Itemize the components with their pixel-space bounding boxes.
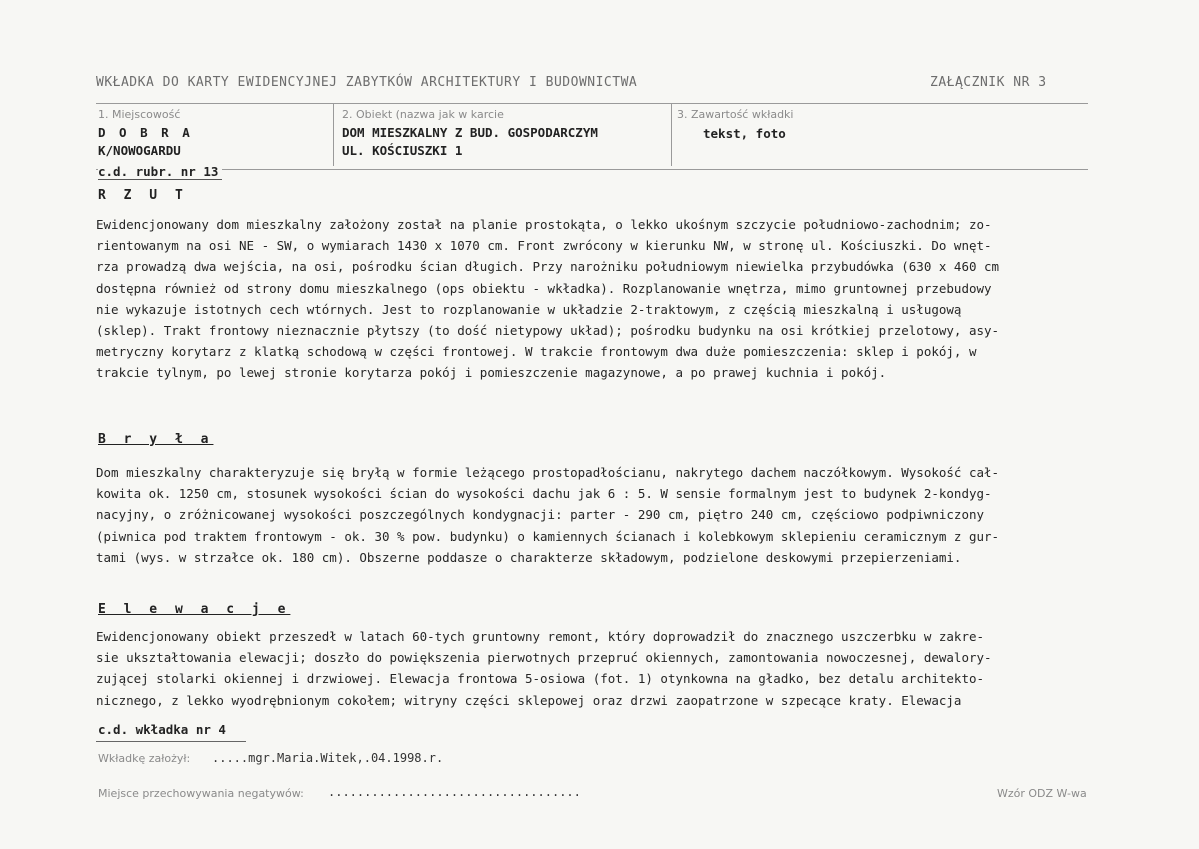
text-line: Ewidencjonowany obiekt przeszedł w latach 60-tych gruntowny remont, który doprowadził do znacznego uszczerbku w zakre-: [96, 629, 985, 644]
fields-rule: [96, 169, 1088, 170]
text-line: (sklep). Trakt frontowy nieznacznie płytszy (to dość nietypowy układ); pośrodku budynku na osi krótkiej przelotowy, asy-: [96, 322, 1000, 338]
header-rule: [96, 103, 1088, 104]
text-line: tami (wys. w strzałce ok. 180 cm). Obszerne poddasze o charakterze składowym, podzielone deskowymi przepierzeniami.: [96, 549, 962, 565]
content-label: 3. Zawartość wkładki: [677, 108, 794, 121]
column-divider: [333, 104, 334, 166]
place-subname: K/NOWOGARDU: [98, 143, 181, 158]
object-name: DOM MIESZKALNY Z BUD. GOSPODARCZYM: [342, 125, 598, 140]
negatives-label: Miejsce przechowywania negatywów:: [98, 787, 304, 800]
annex-number: ZAŁĄCZNIK NR 3: [930, 75, 1047, 90]
object-address: UL. KOŚCIUSZKI 1: [342, 143, 463, 158]
text-line: zującej stolarki okiennej i drzwiowej. Elewacja frontowa 5-osiowa (fot. 1) otynkowna na gładko, bez detalu architekto-: [96, 671, 985, 687]
section-rzut-title: R Z U T: [98, 188, 188, 203]
form-title: WKŁADKA DO KARTY EWIDENCYJNEJ ZABYTKÓW ARCHITEKTURY I BUDOWNICTWA: [96, 75, 638, 90]
section-elewacje-title: E l e w a c j e: [98, 602, 291, 617]
section-bryla-text: [96, 462, 1116, 568]
text-line: rientowanym na osi NE - SW, o wymiarach 1430 x 1070 cm. Front zwrócony w kierunku NW, w stronę ul. Kościuszki. Do wnęt-: [96, 238, 992, 254]
author-value: .....mgr.Maria.Witek,.04.1998.r.: [212, 751, 444, 765]
text-line: Dom mieszkalny charakteryzuje się bryłą w formie leżącego prostopadłościanu, nakrytego dachem naczółkowym. Wysokość cał-: [96, 465, 1000, 480]
content-value: tekst, foto: [703, 126, 786, 141]
text-line: nicznego, z lekko wyodrębnionym cokołem; witryny części sklepowej oraz drzwi zaopatrzone w szpecące kraty. Elewacja: [96, 692, 962, 708]
text-line: metryczny korytarz z klatką schodową w części frontowej. W trakcie frontowym dwa duże pomieszczenia: sklep i pokój, w: [96, 344, 977, 360]
place-name: D O B R A: [98, 125, 193, 140]
column-divider: [671, 104, 672, 166]
negatives-value: ...................................: [328, 785, 581, 799]
section-rzut-text: [96, 214, 1116, 384]
text-line: nie wykazuje istotnych cech wtórnych. Jest to rozplanowanie w układzie 2-traktowym, z częścią mieszkalną i usługową: [96, 301, 962, 317]
text-line: Ewidencjonowany dom mieszkalny założony został na planie prostokąta, o lekko ukośnym szczycie południowo-zachodnim; zo-: [96, 217, 992, 232]
text-line: kowita ok. 1250 cm, stosunek wysokości ścian do wysokości dachu jak 6 : 5. W sensie formalnym jest to budynek 2-kondyg-: [96, 486, 992, 502]
form-code: Wzór ODZ W-wa: [997, 787, 1087, 800]
text-line: trakcie tylnym, po lewej stronie korytarza pokój i pomieszczenie magazynowe, a po prawej kuchnia i pokój.: [96, 365, 887, 381]
author-label: Wkładkę założył:: [98, 752, 191, 765]
text-line: (piwnica pod traktem frontowym - ok. 30 % pow. budynku) o kamiennych ścianach i kolebkowym sklepieniu ceramicznym z gur-: [96, 528, 1000, 544]
place-label: 1. Miejscowość: [98, 108, 181, 121]
continued-to: c.d. wkładka nr 4: [98, 722, 226, 737]
text-line: rza prowadzą dwa wejścia, na osi, pośrodku ścian długich. Przy narożniku południowym niewielka przybudówka (630 x 460 cm: [96, 259, 1000, 275]
text-line: sie ukształtowania elewacji; doszło do powiększenia pierwotnych przepruć okiennych, zamontowania nowoczesnej, dewalory-: [96, 650, 992, 666]
text-line: nacyjny, o zróżnicowanej wysokości poszczególnych kondygnacji: parter - 290 cm, piętro 240 cm, częściowo podpiwniczony: [96, 507, 985, 523]
continued-to-underline: [96, 741, 246, 742]
object-label: 2. Obiekt (nazwa jak w karcie: [342, 108, 504, 121]
section-elewacje-text: [96, 626, 1116, 711]
continued-from: c.d. rubr. nr 13: [98, 164, 222, 180]
text-line: dostępna również od strony domu mieszkalnego (ops obiektu - wkładka). Rozplanowanie wnętrza, mimo gruntownej przebudowy: [96, 280, 992, 296]
section-bryla-title: B r y ł a: [98, 432, 214, 447]
